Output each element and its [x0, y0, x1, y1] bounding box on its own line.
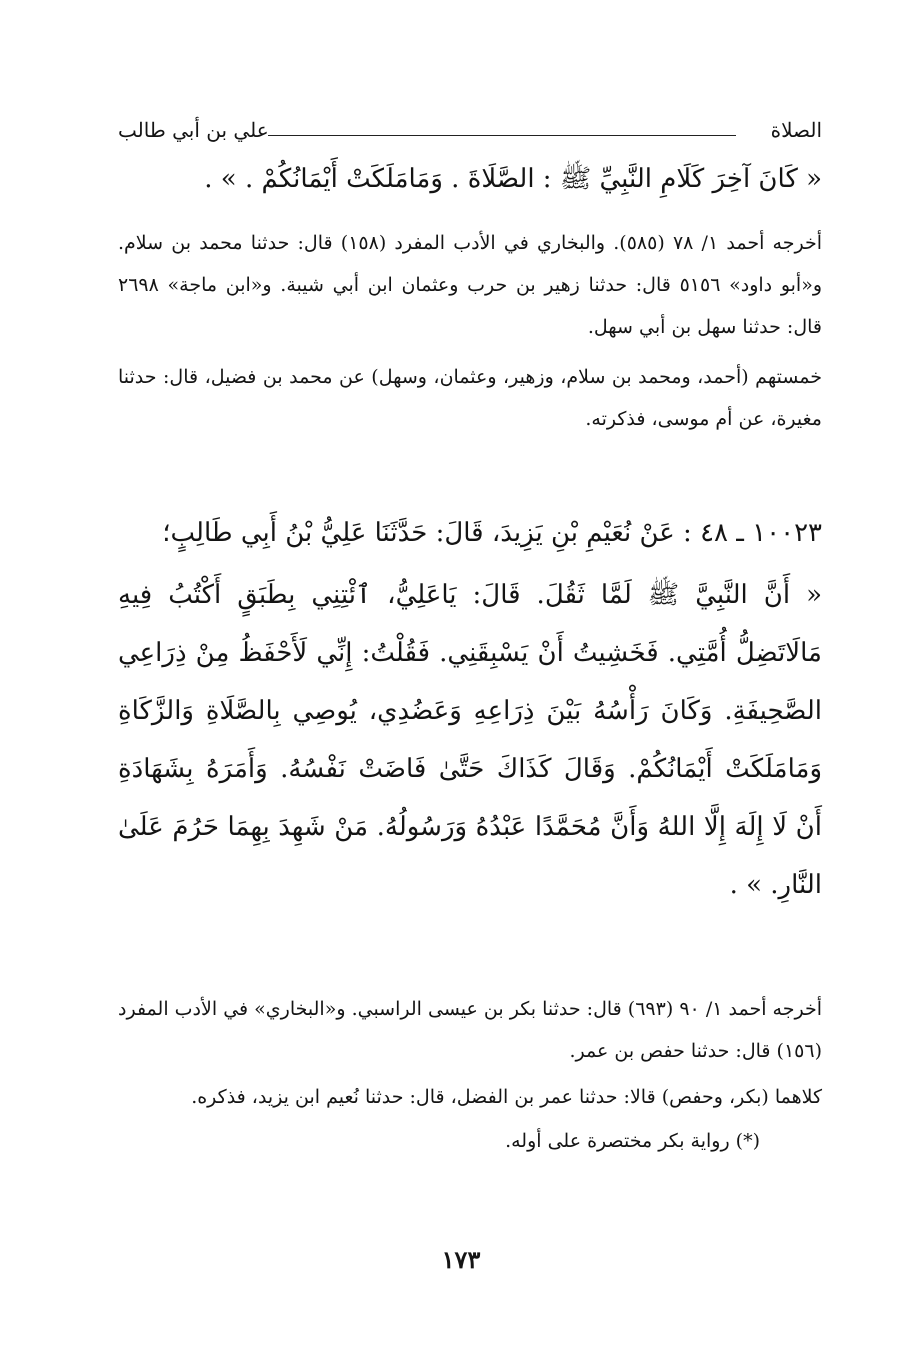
takhrij-paragraph: أخرجه أحمد ١/ ٧٨ (٥٨٥). والبخاري في الأدب المفرد (١٥٨) قال: حدثنا محمد بن سلام. و«أبو داود» ٥١٥٦ قال: حدثنا زهير بن حرب وعثمان ابن أبي شيبة. و«ابن ماجة» ٢٦٩٨ قال: حدثنا سهل بن أبي سهل. [118, 232, 823, 338]
footnote: (*) رواية بكر مختصرة على أوله. [505, 1130, 760, 1152]
hadith-48 [118, 504, 822, 914]
header-rule [268, 135, 736, 136]
header-section-title: علي بن أبي طالب [118, 118, 269, 142]
hadith-isnad: ١٠٠٢٣ ـ ٤٨ : عَنْ نُعَيْمِ بْنِ يَزِيدَ، قَالَ: حَدَّثَنَا عَلِيُّ بْنُ أَبِي طَالِبٍ؛ [162, 518, 822, 548]
hadith-text: « كَانَ آخِرَ كَلَامِ النَّبِيِّ ﷺ : الصَّلَاةَ . وَمَامَلَكَتْ أَيْمَانُكُمْ . » . [204, 164, 822, 194]
page-number: ١٧٣ [441, 1245, 481, 1274]
hadith-matn: « أَنَّ النَّبِيَّ ﷺ لَمَّا ثَقُلَ. قَالَ: يَاعَلِيُّ، ٱئْتِنِي بِطَبَقٍ أَكْتُبُ فِيهِ مَالَاتَضِلُّ أُمَّتِي. فَخَشِيتُ أَنْ يَسْبِقَنِي. فَقُلْتُ: إِنِّي لَأَحْفَظُ مِنْ ذِرَاعِي الصَّحِيفَةِ. وَكَانَ رَأْسُهُ بَيْنَ ذِرَاعِهِ وَعَضُدِي، يُوصِي بِالصَّلَاةِ وَالزَّكَاةِ وَمَامَلَكَتْ أَيْمَانُكُمْ. وَقَالَ كَذَاكَ حَتَّىٰ فَاضَتْ نَفْسُهُ. وَأَمَرَهُ بِشَهَادَةِ أَنْ لَا إِلَهَ إِلَّا اللهُ وَأَنَّ مُحَمَّدًا عَبْدُهُ وَرَسُولُهُ. مَنْ شَهِدَ بِهِمَا حَرُمَ عَلَىٰ النَّارِ. » . [118, 580, 822, 900]
hadith-continuation [118, 150, 822, 208]
takhrij-paragraph: خمستهم (أحمد، ومحمد بن سلام، وزهير، وعثمان، وسهل) عن محمد بن فضيل، قال: حدثنا مغيرة، عن أم موسى، فذكرته. [118, 366, 822, 430]
takhrij-paragraph: كلاهما (بكر، وحفص) قالا: حدثنا عمر بن الفضل، قال: حدثنا نُعيم ابن يزيد، فذكره. [191, 1086, 822, 1108]
takhrij-block-2 [118, 988, 822, 1162]
header-chapter-title: الصلاة [770, 118, 822, 142]
takhrij-paragraph: أخرجه أحمد ١/ ٩٠ (٦٩٣) قال: حدثنا بكر بن عيسى الراسبي. و«البخاري» في الأدب المفرد (١٥٦) قال: حدثنا حفص بن عمر. [118, 998, 822, 1062]
takhrij-block-1 [118, 222, 822, 440]
running-header [118, 114, 822, 146]
